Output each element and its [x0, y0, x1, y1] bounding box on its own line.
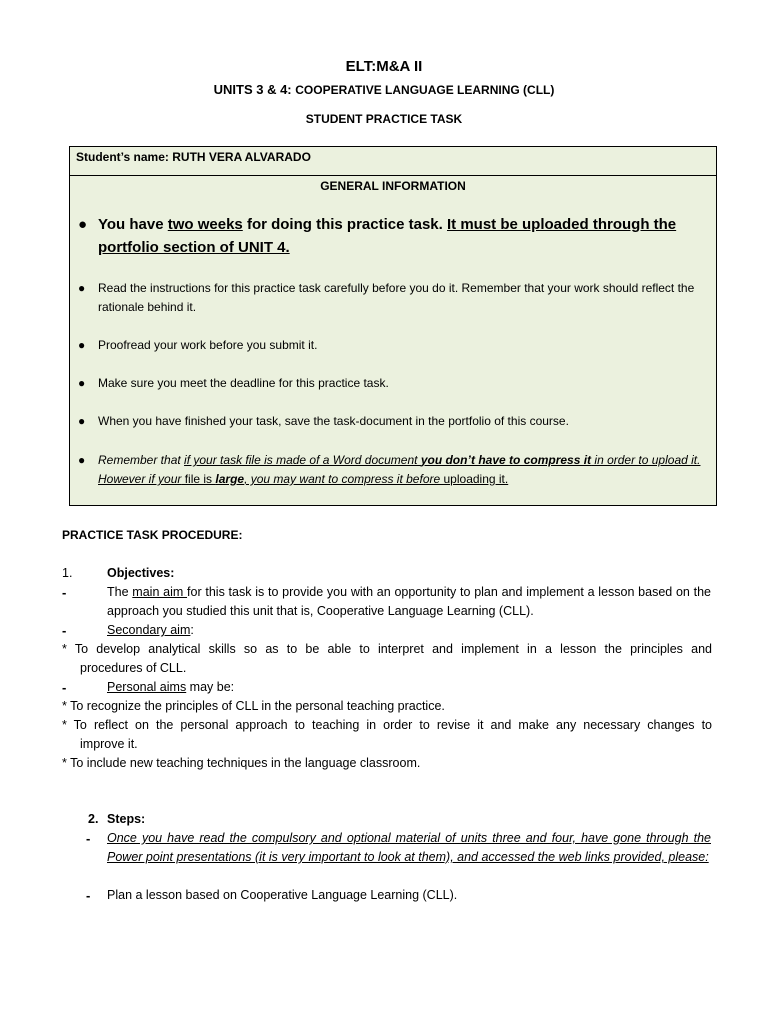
personal-aim-item: * To include new teaching techniques in the language classroom. [62, 756, 421, 770]
units-prefix: UNITS 3 & 4: [213, 82, 292, 97]
procedure-heading: PRACTICE TASK PROCEDURE: [62, 528, 243, 542]
info-bullet-text: Make sure you meet the deadline for this practice task. [98, 376, 389, 390]
info-bullet-text: Read the instructions for this practice task carefully before you do it. Remember that your work should reflect the rationale behind it. [98, 281, 695, 314]
steps-heading: Steps: [107, 812, 146, 826]
info-bullet-text: You have two weeks for doing this practice task. It must be uploaded through the portfolio section of UNIT 4. [98, 216, 677, 256]
bullet-icon: ● [78, 281, 86, 295]
course-title: ELT:M&A II [345, 58, 423, 75]
bullet-icon: ● [78, 414, 86, 428]
objectives-number: 1. [62, 566, 73, 580]
task-title: STUDENT PRACTICE TASK [305, 112, 463, 126]
steps-number: 2. [88, 812, 99, 826]
list-dash: - [62, 623, 67, 638]
personal-aims-label: Personal aims may be: [107, 680, 235, 694]
list-dash: - [86, 888, 91, 903]
units-title [0, 80, 768, 100]
secondary-aim-label: Secondary aim: [107, 623, 194, 637]
step-item: Once you have read the compulsory and optional material of units three and four, have gone through the Power point presentations (it is very important to look at them), and accessed the web links provided, please: [107, 831, 711, 864]
bullet-icon: ● [78, 338, 86, 352]
objectives-heading: Objectives: [107, 566, 175, 580]
list-dash: - [62, 585, 67, 600]
personal-aim-item: * To recognize the principles of CLL in the personal teaching practice. [62, 699, 445, 713]
personal-aim-item: * To reflect on the personal approach to teaching in order to revise it and make any necessary changes to improve it. [62, 718, 712, 751]
main-aim-text: The main aim for this task is to provide you with an opportunity to plan and implement a lesson based on the approach you studied this unit that is, Cooperative Language Learning (CLL). [107, 585, 712, 618]
general-info-heading: GENERAL INFORMATION [320, 179, 466, 193]
list-dash: - [86, 831, 91, 846]
student-name: Student’s name: RUTH VERA ALVARADO [70, 147, 716, 176]
info-bullet-text: When you have finished your task, save the task-document in the portfolio of this course. [98, 414, 569, 428]
bullet-icon: ● [78, 376, 86, 390]
step-item: Plan a lesson based on Cooperative Language Learning (CLL). [107, 888, 458, 902]
units-topic: COOPERATIVE LANGUAGE LEARNING (CLL) [295, 83, 555, 97]
info-bullet-text: Remember that if your task file is made of a Word document you don’t have to compress it in order to upload it. However if your file is large, you may want to compress it before uploading it. [98, 453, 701, 486]
info-bullet-text: Proofread your work before you submit it. [98, 338, 318, 352]
list-dash: - [62, 680, 67, 695]
secondary-aim-item: * To develop analytical skills so as to be able to interpret and implement in a lesson the principles and procedures of CLL. [62, 642, 712, 675]
general-info-box [69, 146, 717, 506]
bullet-icon: ● [78, 216, 88, 233]
bullet-icon: ● [78, 453, 86, 467]
